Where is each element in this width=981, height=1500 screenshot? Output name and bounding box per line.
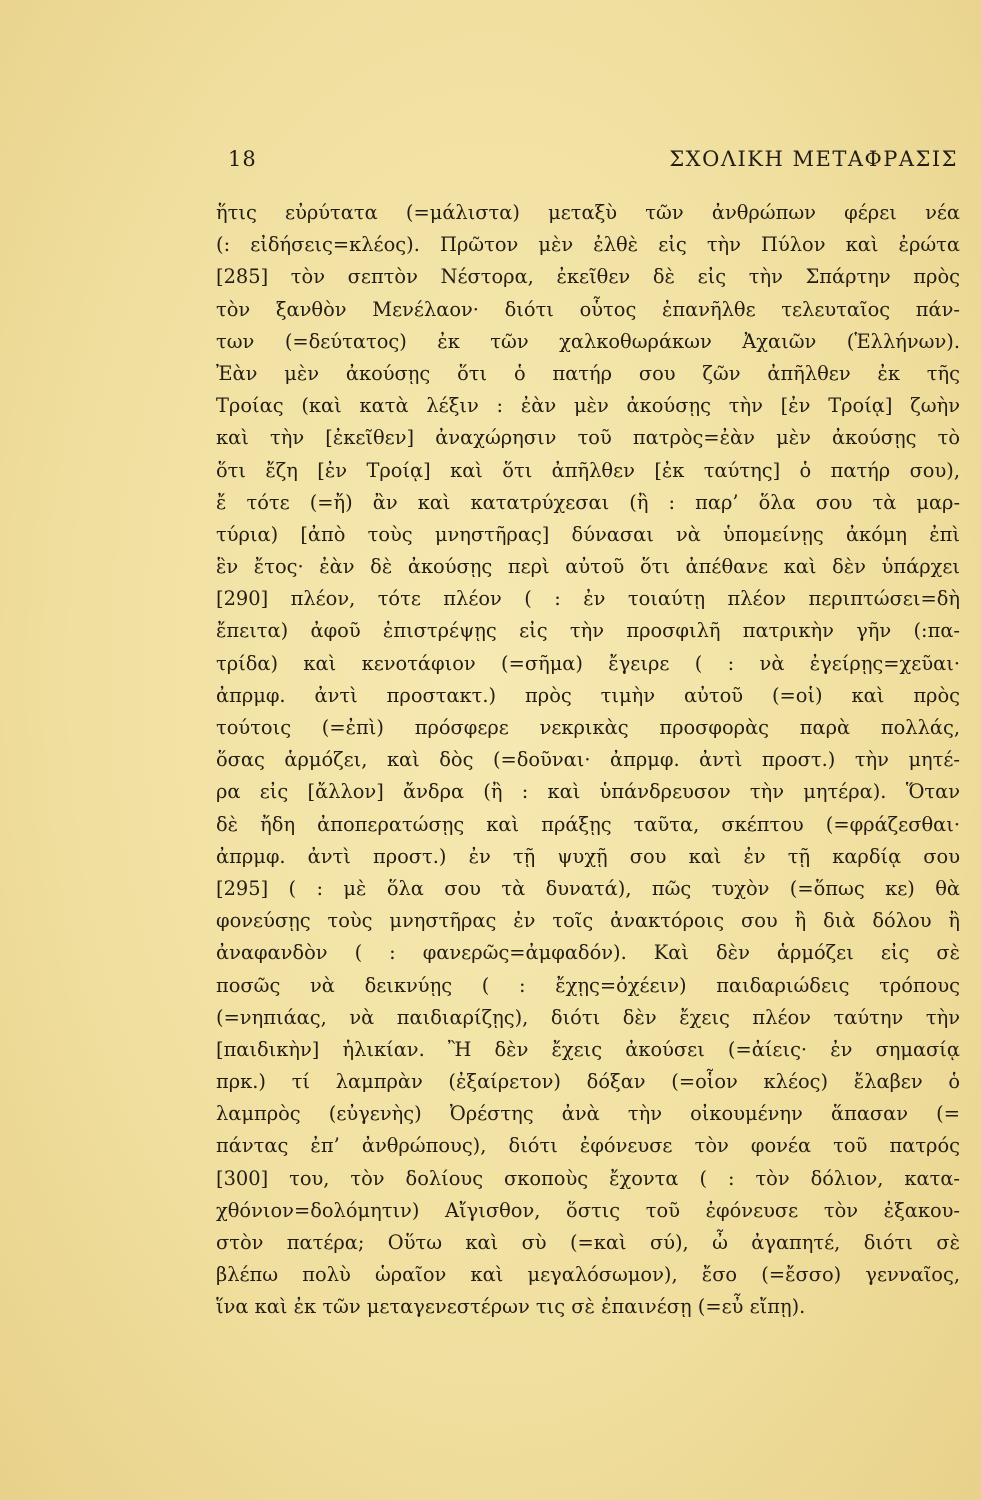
text-line: ἔ τότε (=ἤ) ἂν καὶ κατατρύχεσαι (ἢ : παρ’ ὅλα σου τὰ μαρ-	[216, 490, 960, 514]
text-line: (: εἰδήσεις=κλέος). Πρῶτον μὲν ἐλθὲ εἰς τὴν Πύλον καὶ ἐρώτα	[216, 233, 960, 257]
text-line: [290] πλέον, τότε πλέον ( : ἐν τοιαύτῃ πλέον περιπτώσει=δὴ	[216, 587, 960, 611]
text-line: τὸν ξανθὸν Μενέλαον· διότι οὗτος ἐπανῆλθε τελευταῖος πάν-	[216, 297, 960, 321]
text-line: (=νηπιάας, νὰ παιδιαρίζῃς), διότι δὲν ἔχεις πλέον ταύτην τὴν	[216, 1005, 960, 1029]
text-line: ἵνα καὶ ἐκ τῶν μεταγενεστέρων τις σὲ ἐπαινέσῃ (=εὖ εἴπῃ).	[216, 1295, 806, 1319]
text-line: τούτοις (=ἐπὶ) πρόσφερε νεκρικὰς προσφορὰς παρὰ πολλάς,	[216, 716, 960, 739]
text-line: ἥτις εὐρύτατα (=μάλιστα) μεταξὺ τῶν ἀνθρώπων φέρει νέα	[216, 201, 960, 224]
text-line: δὲ ἤδη ἀποπερατώσῃς καὶ πράξῃς ταῦτα, σκέπτου (=φράζεσθαι·	[216, 812, 960, 836]
text-line: τύρια) [ἀπὸ τοὺς μνηστῆρας] δύνασαι νὰ ὑπομείνῃς ἀκόμη ἐπὶ	[216, 522, 960, 546]
body-text	[216, 197, 960, 1324]
text-line: στὸν πατέρα; Οὕτω καὶ σὺ (=καὶ σύ), ὦ ἀγαπητέ, διότι σὲ	[216, 1231, 960, 1254]
text-line: καὶ τὴν [ἐκεῖθεν] ἀναχώρησιν τοῦ πατρὸς=ἐὰν μὲν ἀκούσῃς τὸ	[216, 426, 960, 450]
text-line: ἀπρμφ. ἀντὶ προστ.) ἐν τῇ ψυχῇ σου καὶ ἐν τῇ καρδίᾳ σου	[216, 844, 960, 868]
text-line: [285] τὸν σεπτὸν Νέστορα, ἐκεῖθεν δὲ εἰς τὴν Σπάρτην πρὸς	[216, 265, 960, 289]
text-line: Ἐὰν μὲν ἀκούσῃς ὅτι ὁ πατήρ σου ζῶν ἀπῆλθεν ἐκ τῆς	[216, 361, 960, 385]
text-line: ποσῶς νὰ δεικνύῃς ( : ἔχῃς=ὀχέειν) παιδαριώδεις τρόπους	[216, 973, 960, 997]
text-line: ἔπειτα) ἀφοῦ ἐπιστρέψῃς εἰς τὴν προσφιλῆ πατρικὴν γῆν (:πα-	[216, 619, 960, 643]
text-line: [παιδικὴν] ἡλικίαν. Ἢ δὲν ἔχεις ἀκούσει (=ἀίεις· ἐν σημασίᾳ	[216, 1037, 960, 1061]
text-line: Τροίας (καὶ κατὰ λέξιν : ἐὰν μὲν ἀκούσῃς τὴν [ἐν Τροίᾳ] ζωὴν	[216, 394, 960, 418]
text-line: βλέπω πολὺ ὡραῖον καὶ μεγαλόσωμον), ἔσο (=ἔσσο) γενναῖος,	[216, 1263, 960, 1287]
running-head: ΣΧΟΛΙΚΗ ΜΕΤΑΦΡΑΣΙΣ	[669, 147, 958, 171]
text-line: λαμπρὸς (εὐγενὴς) Ὀρέστης ἀνὰ τὴν οἰκουμένην ἅπασαν (=	[216, 1102, 960, 1126]
page-header	[228, 143, 958, 179]
text-line: πρκ.) τί λαμπρὰν (ἐξαίρετον) δόξαν (=οἷον κλέος) ἔλαβεν ὁ	[216, 1070, 960, 1094]
text-line: ἓν ἔτος· ἐὰν δὲ ἀκούσῃς περὶ αὐτοῦ ὅτι ἀπέθανε καὶ δὲν ὑπάρχει	[216, 555, 960, 579]
text-line: [300] του, τὸν δολίους σκοποὺς ἔχοντα ( : τὸν δόλιον, κατα-	[216, 1166, 960, 1190]
text-line: χθόνιον=δολόμητιν) Αἴγισθον, ὅστις τοῦ ἐφόνευσε τὸν ἐξακου-	[216, 1198, 960, 1222]
text-line: ἀπρμφ. ἀντὶ προστακτ.) πρὸς τιμὴν αὐτοῦ (=οἱ) καὶ πρὸς	[216, 683, 960, 707]
text-line: των (=δεύτατος) ἐκ τῶν χαλκοθωράκων Ἀχαιῶν (Ἑλλήνων).	[216, 329, 960, 353]
text-line: ὅτι ἔζη [ἐν Τροίᾳ] καὶ ὅτι ἀπῆλθεν [ἐκ ταύτης] ὁ πατήρ σου),	[216, 458, 960, 482]
text-line: ὅσας ἁρμόζει, καὶ δὸς (=δοῦναι· ἀπρμφ. ἀντὶ προστ.) τὴν μητέ-	[216, 748, 960, 772]
text-line: τρίδα) καὶ κενοτάφιον (=σῆμα) ἔγειρε ( : νὰ ἐγείρῃς=χεῦαι·	[216, 651, 960, 675]
text-line: πάντας ἐπ’ ἀνθρώπους), διότι ἐφόνευσε τὸν φονέα τοῦ πατρός	[216, 1134, 960, 1158]
text-line: ἀναφανδὸν ( : φανερῶς=ἀμφαδόν). Καὶ δὲν ἁρμόζει εἰς σὲ	[216, 941, 960, 965]
text-line: ρα εἰς [ἄλλον] ἄνδρα (ἢ : καὶ ὑπάνδρευσον τὴν μητέρα). Ὅταν	[216, 780, 960, 804]
page-number: 18	[228, 147, 257, 171]
text-line: [295] ( : μὲ ὅλα σου τὰ δυνατά), πῶς τυχὸν (=ὅπως κε) θὰ	[216, 876, 960, 900]
text-line: φονεύσῃς τοὺς μνηστῆρας ἐν τοῖς ἀνακτόροις σου ἢ διὰ δόλου ἢ	[216, 909, 960, 933]
